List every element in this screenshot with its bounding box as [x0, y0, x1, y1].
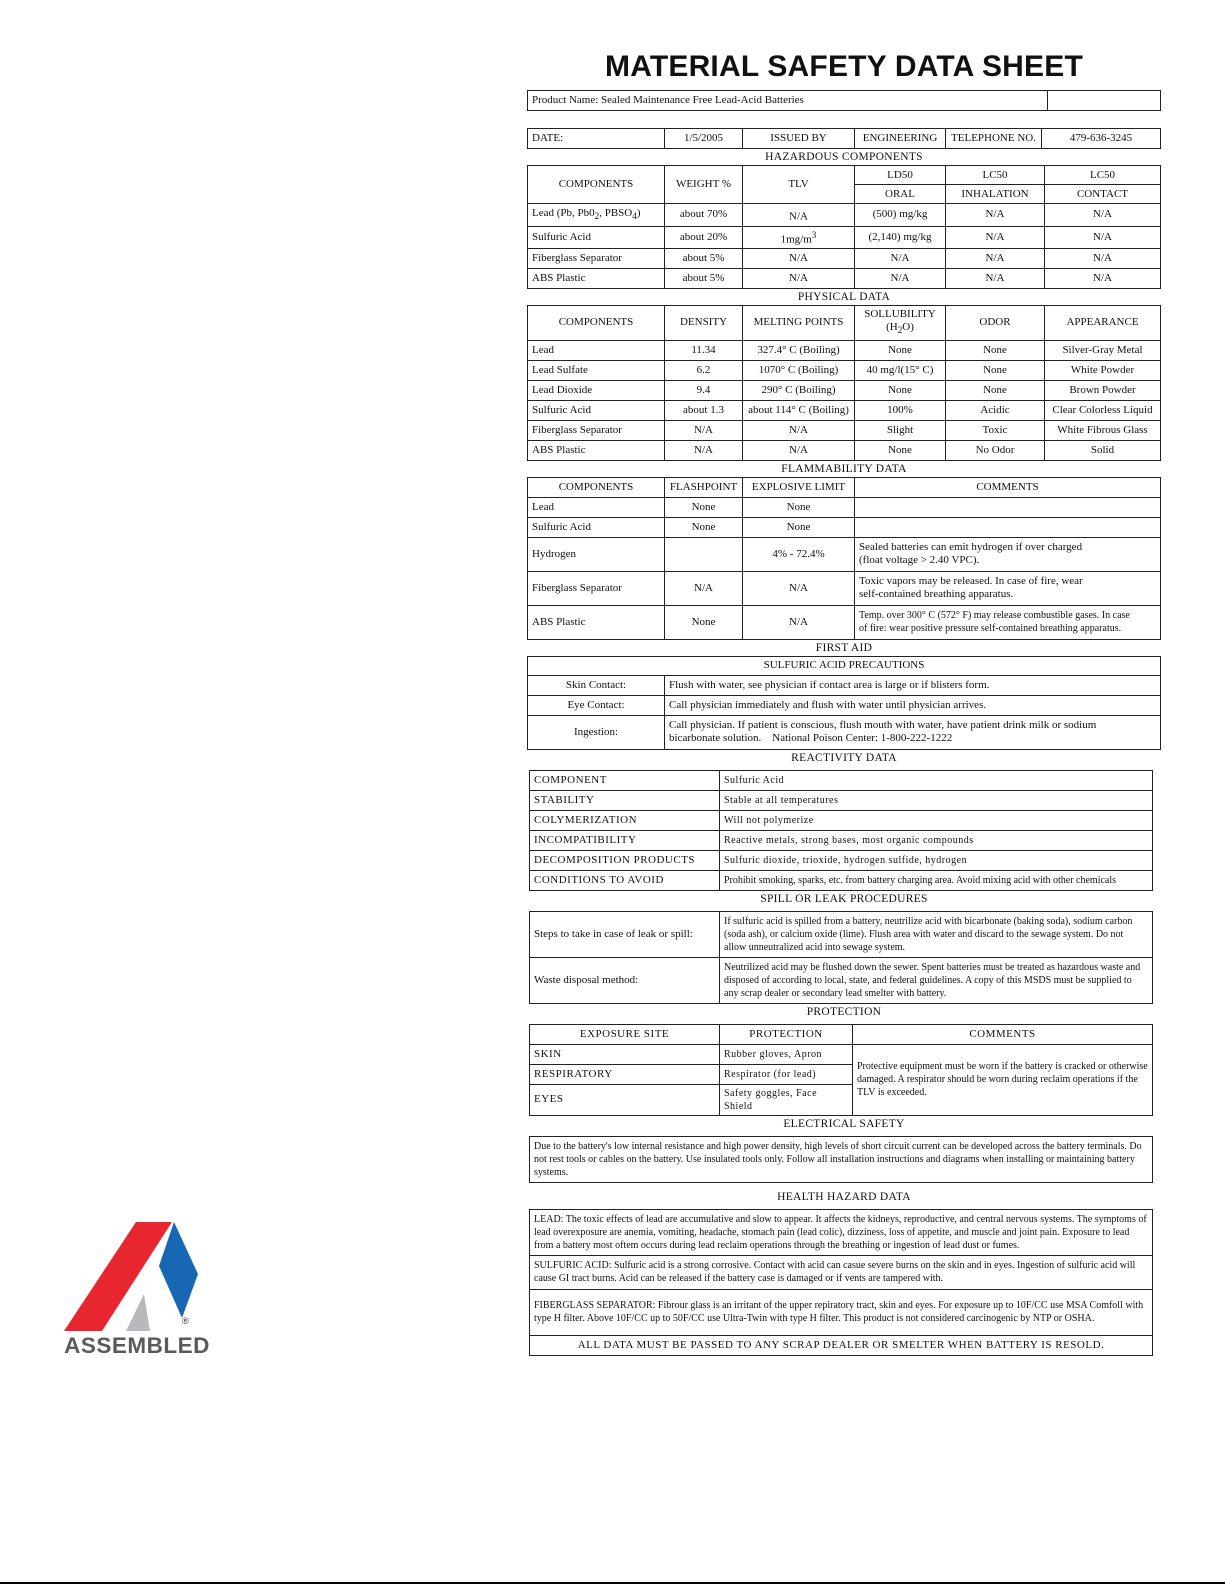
cell: Prohibit smoking, sparks, etc. from battery charging area. Avoid mixing acid with other chemicals: [720, 870, 1153, 890]
cell: Fiberglass Separator: [528, 249, 665, 269]
section-title-protection: PROTECTION: [806, 1005, 882, 1018]
cell: COLYMERIZATION: [530, 810, 720, 830]
col-header: LC50: [946, 166, 1045, 185]
cell: Flush with water, see physician if contact area is large or if blisters form.: [665, 675, 1161, 695]
cell: SKIN: [530, 1044, 720, 1064]
issued-label: ISSUED BY: [743, 129, 855, 149]
col-header: COMMENTS: [853, 1024, 1153, 1044]
cell: N/A: [665, 440, 743, 460]
cell: Lead (Pb, $Pb0_2$, $PBSO_4$): [528, 204, 665, 227]
cell: N/A: [946, 204, 1045, 227]
section-title-health: HEALTH HAZARD DATA: [777, 1190, 911, 1203]
cell: Ingestion:: [528, 715, 665, 749]
section-title-electrical: ELECTRICAL SAFETY: [783, 1117, 905, 1130]
table-row: [530, 1044, 1153, 1064]
col-header: COMPONENTS: [528, 166, 665, 204]
cell: Fiberglass Separator: [528, 420, 665, 440]
hazardous-table: [527, 165, 1161, 289]
cell: INCOMPATIBILITY: [530, 830, 720, 850]
cell: N/A: [946, 226, 1045, 249]
cell: Toxic: [946, 420, 1045, 440]
col-header: TLV: [743, 166, 855, 204]
cell: $1mg/m^3$: [743, 226, 855, 249]
cell: Safety goggles, Face Shield: [720, 1084, 853, 1115]
table-row: [528, 517, 1161, 537]
first-aid-table: [527, 656, 1161, 750]
table-row: [530, 957, 1153, 1003]
cell: N/A: [743, 249, 855, 269]
section-title-flammability: FLAMMABILITY DATA: [781, 462, 907, 475]
col-header: COMPONENTS: [528, 306, 665, 340]
col-header: ORAL: [855, 185, 946, 204]
protection-comment: Protective equipment must be worn if the battery is cracked or otherwise damaged. A respirator should be worn during reclaim operations if the TLV is exceeded.: [853, 1044, 1153, 1115]
col-header: LD50: [855, 166, 946, 185]
table-row: [530, 770, 1153, 790]
cell: Acidic: [946, 400, 1045, 420]
section-title-hazardous: HAZARDOUS COMPONENTS: [765, 151, 923, 163]
cell: STABILITY: [530, 790, 720, 810]
header-table: [527, 128, 1161, 149]
cell: None: [665, 605, 743, 639]
logo-red-shape: [64, 1222, 172, 1331]
cell: Will not polymerize: [720, 810, 1153, 830]
col-header: ODOR: [946, 306, 1045, 340]
cell: 4% - 72.4%: [743, 537, 855, 571]
table-row: [530, 850, 1153, 870]
table-row: [528, 204, 1161, 227]
cell: None: [855, 440, 946, 460]
col-header: WEIGHT %: [665, 166, 743, 204]
cell: RESPIRATORY: [530, 1064, 720, 1084]
col-header: CONTACT: [1045, 185, 1161, 204]
phone-label: TELEPHONE NO.: [946, 129, 1042, 149]
cell: about 5%: [665, 249, 743, 269]
cell: None: [946, 340, 1045, 360]
section-title-first-aid: FIRST AID: [815, 641, 873, 654]
health-sulfuric: SULFURIC ACID: Sulfuric acid is a strong corrosive. Contact with acid can casue severe burns on the skin and in eyes. Ingestion of sulfuric acid will cause GI tract burns. Acid can be released if the battery case is damaged or if vents are tampered with.: [530, 1255, 1153, 1289]
protection-table: [529, 1024, 1153, 1116]
registered-mark: ®: [182, 1316, 189, 1326]
cell: Clear Colorless Liquid: [1045, 400, 1161, 420]
col-header: COMMENTS: [855, 477, 1161, 497]
cell: None: [855, 380, 946, 400]
table-row: [528, 226, 1161, 249]
cell: N/A: [665, 571, 743, 605]
cell: Brown Powder: [1045, 380, 1161, 400]
table-row: [528, 340, 1161, 360]
cell: ABS Plastic: [528, 269, 665, 289]
cell: N/A: [1045, 269, 1161, 289]
cell: White Powder: [1045, 360, 1161, 380]
col-header: INHALATION: [946, 185, 1045, 204]
table-row: [528, 420, 1161, 440]
col-header: SOLLUBILITY $(H_2O)$: [855, 306, 946, 340]
msds-sheet: [527, 50, 1161, 1356]
col-header: EXPLOSIVE LIMIT: [743, 477, 855, 497]
cell: about 20%: [665, 226, 743, 249]
cell: Waste disposal method:: [530, 957, 720, 1003]
product-name-table: [527, 90, 1161, 111]
cell: 9.4: [665, 380, 743, 400]
cell: about 1.3: [665, 400, 743, 420]
cell: N/A: [946, 249, 1045, 269]
cell: N/A: [855, 249, 946, 269]
cell: Sealed batteries can emit hydrogen if over charged (float voltage > 2.40 VPC).: [855, 537, 1161, 571]
cell: [855, 517, 1161, 537]
health-fiberglass: FIBERGLASS SEPARATOR: Fibrour glass is an irritant of the upper repiratory tract, skin and eyes. For exposure up to 10F/CC use MSA Comfoll with type H filter. Above 10F/CC up to 50F/CC use Ultra-Twin with type H filter. This product is not considered carcinogenic by NTP or OSHA.: [530, 1289, 1153, 1335]
cell: Lead Dioxide: [528, 380, 665, 400]
col-header: PROTECTION: [720, 1024, 853, 1044]
table-row: [530, 810, 1153, 830]
table-row: [528, 537, 1161, 571]
cell: (500) mg/kg: [855, 204, 946, 227]
cell: CONDITIONS TO AVOID: [530, 870, 720, 890]
cell: If sulfuric acid is spilled from a battery, neutrilize acid with bicarbonate (baking soda), sodium carbon (soda ash), or calcium oxide (lime). Flush area with water and discard to the sewage system. Do not allow unneutralized acid into sewage system.: [720, 911, 1153, 957]
health-lead: LEAD: The toxic effects of lead are accumulative and slow to appear. It affects the kidneys, reproductive, and central nervous systems. The symptoms of lead overexposure are anemia, vomiting, headache, stomach pain (lead colic), dizziness, loss of appetite, and muscle and joint pain. Exposure to lead from a battery most oftem occurs during lead reclaim operations through the breathing or ingestion of lead dust or fumes.: [530, 1209, 1153, 1255]
cell: ABS Plastic: [528, 605, 665, 639]
issued-value: ENGINEERING: [855, 129, 946, 149]
cell: Sulfuric Acid: [720, 770, 1153, 790]
logo-blue-shape: [159, 1222, 198, 1318]
cell: Solid: [1045, 440, 1161, 460]
cell: 11.34: [665, 340, 743, 360]
physical-table: [527, 305, 1161, 460]
cell: Call physician immediately and flush with water until physician arrives.: [665, 695, 1161, 715]
date-label: DATE:: [528, 129, 665, 149]
cell: Fiberglass Separator: [528, 571, 665, 605]
date-value: 1/5/2005: [665, 129, 743, 149]
cell: N/A: [1045, 249, 1161, 269]
phone-value: 479-636-3245: [1042, 129, 1161, 149]
cell: Silver-Gray Metal: [1045, 340, 1161, 360]
first-aid-subtitle: SULFURIC ACID PRECAUTIONS: [528, 656, 1161, 675]
flammability-table: [527, 477, 1161, 640]
cell: No Odor: [946, 440, 1045, 460]
table-row: [528, 715, 1161, 749]
cell: Temp. over 300° C (572° F) may release combustible gases. In case of fire: wear positive pressure self-contained breathing apparatus.: [855, 605, 1161, 639]
cell: about 70%: [665, 204, 743, 227]
col-header: APPEARANCE: [1045, 306, 1161, 340]
cell: White Fibrous Glass: [1045, 420, 1161, 440]
cell: Steps to take in case of leak or spill:: [530, 911, 720, 957]
cell: N/A: [743, 605, 855, 639]
cell: None: [665, 517, 743, 537]
cell: Sulfuric Acid: [528, 226, 665, 249]
table-row: [528, 440, 1161, 460]
table-row: [530, 830, 1153, 850]
section-title-reactivity: REACTIVITY DATA: [791, 751, 897, 764]
col-header: COMPONENTS: [528, 477, 665, 497]
cell: Lead: [528, 497, 665, 517]
bottom-rule: [0, 1582, 1225, 1584]
cell: Toxic vapors may be released. In case of fire, wear self-contained breathing apparatus.: [855, 571, 1161, 605]
cell: Stable at all temperatures: [720, 790, 1153, 810]
cell: Lead: [528, 340, 665, 360]
section-title-spill: SPILL OR LEAK PROCEDURES: [760, 892, 928, 905]
electrical-table: [529, 1136, 1153, 1183]
table-row: [528, 269, 1161, 289]
cell: Rubber gloves, Apron: [720, 1044, 853, 1064]
cell: N/A: [743, 440, 855, 460]
electrical-text: Due to the battery's low internal resistance and high power density, high levels of short circuit current can be developed across the battery terminals. Do not rest tools or cables on the battery. Use insulated tools only. Follow all installation instructions and diagrams when installing or maintaining battery systems.: [530, 1136, 1153, 1182]
cell: N/A: [1045, 226, 1161, 249]
col-header: MELTING POINTS: [743, 306, 855, 340]
cell: Reactive metals, strong bases, most organic compounds: [720, 830, 1153, 850]
cell: 40 mg/l(15° C): [855, 360, 946, 380]
cell: Respirator (for lead): [720, 1064, 853, 1084]
col-header: DENSITY: [665, 306, 743, 340]
product-name: Product Name: Sealed Maintenance Free Lead-Acid Batteries: [528, 91, 1048, 111]
spill-table: [529, 911, 1153, 1004]
cell: N/A: [665, 420, 743, 440]
cell: N/A: [743, 571, 855, 605]
cell: EYES: [530, 1084, 720, 1115]
cell: Slight: [855, 420, 946, 440]
cell: Skin Contact:: [528, 675, 665, 695]
cell: None: [743, 497, 855, 517]
col-header: LC50: [1045, 166, 1161, 185]
logo-gray-shape: [126, 1294, 150, 1331]
cell: [665, 537, 743, 571]
table-row: [530, 870, 1153, 890]
health-footer: ALL DATA MUST BE PASSED TO ANY SCRAP DEALER OR SMELTER WHEN BATTERY IS RESOLD.: [530, 1335, 1153, 1355]
cell: Lead Sulfate: [528, 360, 665, 380]
cell: Sulfuric Acid: [528, 400, 665, 420]
table-row: [528, 571, 1161, 605]
table-row: [528, 249, 1161, 269]
cell: 290° C (Boiling): [743, 380, 855, 400]
cell: N/A: [946, 269, 1045, 289]
cell: None: [665, 497, 743, 517]
cell: N/A: [743, 420, 855, 440]
table-row: [530, 911, 1153, 957]
table-row: [528, 695, 1161, 715]
table-row: [530, 790, 1153, 810]
section-title-physical: PHYSICAL DATA: [797, 291, 891, 304]
cell: Sulfuric Acid: [528, 517, 665, 537]
table-row: [528, 605, 1161, 639]
cell: (2,140) mg/kg: [855, 226, 946, 249]
cell: Call physician. If patient is conscious, flush mouth with water, have patient drink milk or sodium bicarbonate solution. National Poison Center: 1-800-222-1222: [665, 715, 1161, 749]
cell: Sulfuric dioxide, trioxide, hydrogen sulfide, hydrogen: [720, 850, 1153, 870]
table-row: [528, 675, 1161, 695]
cell: 1070° C (Boiling): [743, 360, 855, 380]
cell: None: [743, 517, 855, 537]
cell: 6.2: [665, 360, 743, 380]
cell: COMPONENT: [530, 770, 720, 790]
cell: 327.4° C (Boiling): [743, 340, 855, 360]
cell: Hydrogen: [528, 537, 665, 571]
health-table: [529, 1209, 1153, 1356]
logo-wordmark: ASSEMBLED: [64, 1333, 210, 1358]
table-row: [528, 400, 1161, 420]
cell: None: [946, 360, 1045, 380]
col-header: EXPOSURE SITE: [530, 1024, 720, 1044]
cell: Neutrilized acid may be flushed down the sewer. Spent batteries must be treated as hazardous waste and disposed of according to local, state, and federal guidelines. A copy of this MSDS must be supplied to any scrap dealer or secondary lead smelter with battery.: [720, 957, 1153, 1003]
cell: about 114° C (Boiling): [743, 400, 855, 420]
cell: None: [946, 380, 1045, 400]
cell: [855, 497, 1161, 517]
cell: N/A: [743, 204, 855, 227]
cell: DECOMPOSITION PRODUCTS: [530, 850, 720, 870]
cell: 100%: [855, 400, 946, 420]
reactivity-table: [529, 770, 1153, 891]
cell: ABS Plastic: [528, 440, 665, 460]
col-header: FLASHPOINT: [665, 477, 743, 497]
cell: N/A: [1045, 204, 1161, 227]
cell: Eye Contact:: [528, 695, 665, 715]
table-row: [528, 497, 1161, 517]
cell: N/A: [855, 269, 946, 289]
cell: None: [855, 340, 946, 360]
cell: N/A: [743, 269, 855, 289]
page-title: MATERIAL SAFETY DATA SHEET: [605, 50, 1083, 83]
table-row: [528, 380, 1161, 400]
table-row: [528, 360, 1161, 380]
cell: about 5%: [665, 269, 743, 289]
